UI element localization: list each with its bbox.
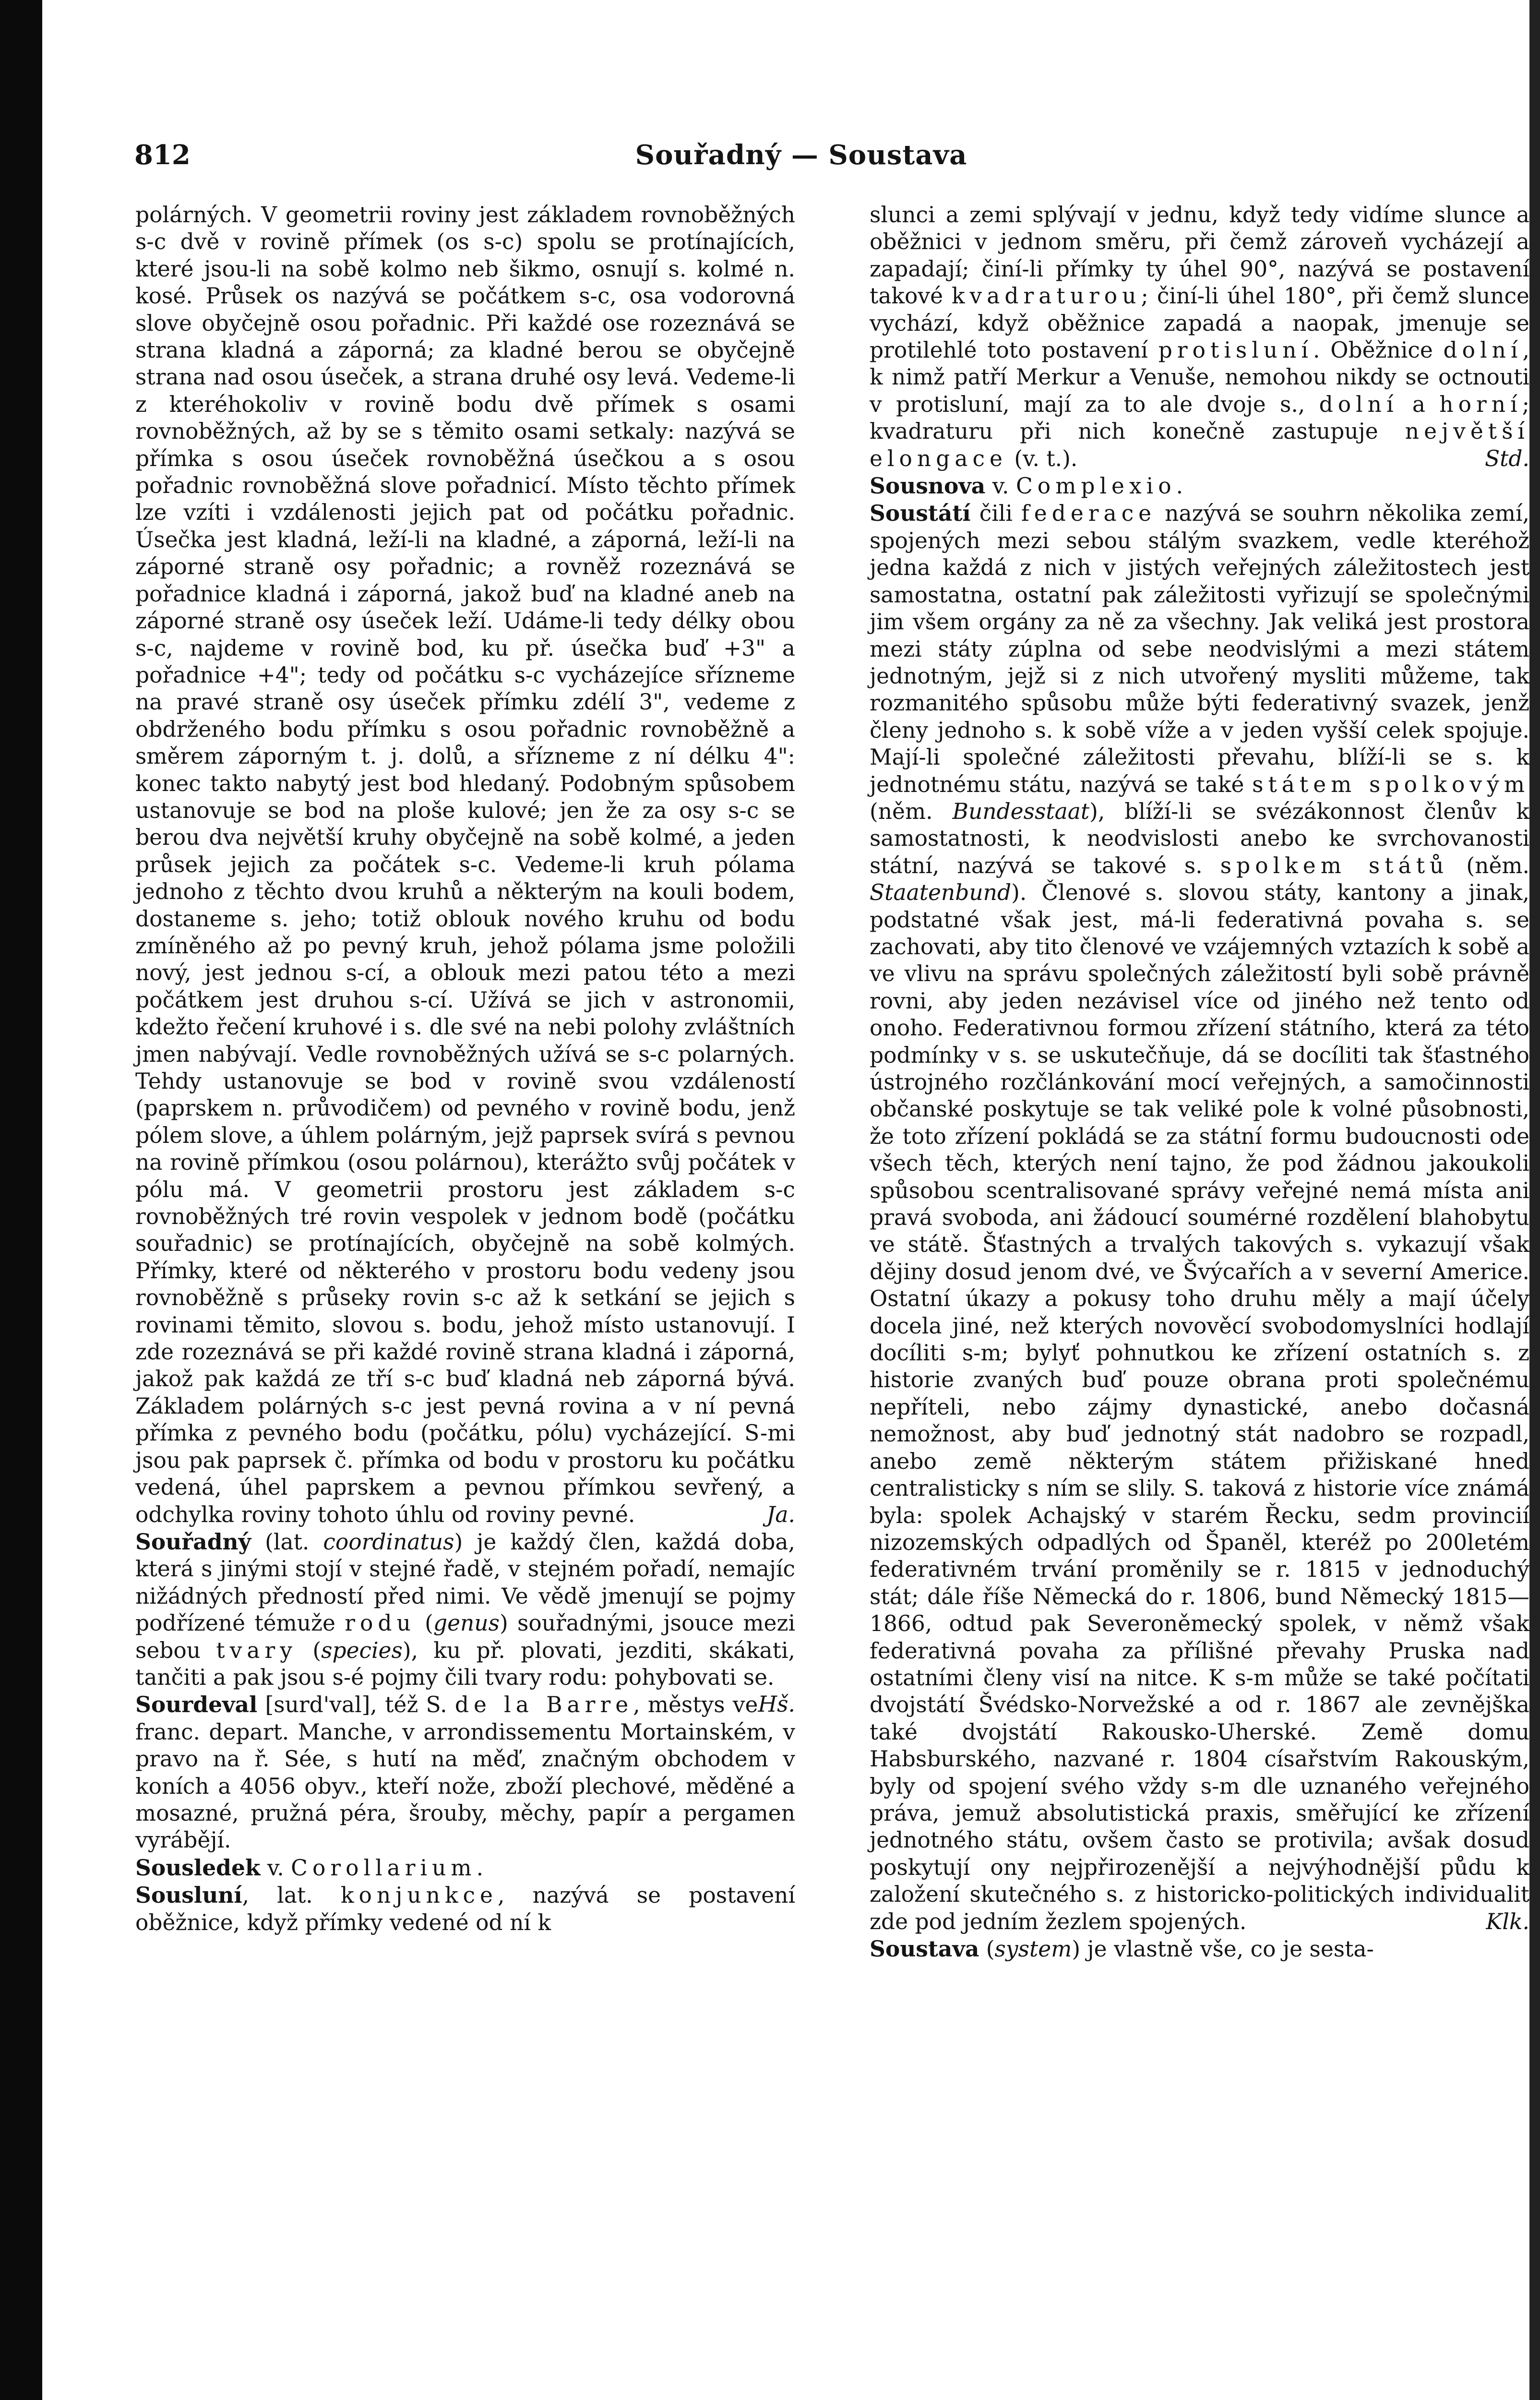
headword: Sousledek — [135, 1854, 261, 1881]
entry-text: , lat. — [242, 1883, 341, 1908]
latin-term: species — [321, 1637, 403, 1663]
entry-text: ; činí-li úhel 180°, při čemž slunce vychází, když oběžnice zapadá a naopak, jmenuje se protilehlé toto postavení — [870, 283, 1529, 363]
entry-text: (v. t.). — [1007, 445, 1078, 471]
headword: Soustava — [870, 1936, 979, 1962]
entry-sousnova — [870, 472, 1529, 500]
spaced-term: horní — [1439, 391, 1522, 417]
author-signature: Ja. — [766, 1501, 795, 1527]
spaced-term: největší elongace — [870, 419, 1529, 471]
latin-term: coordinatus — [323, 1529, 454, 1555]
german-term: Staatenbund — [870, 880, 1012, 906]
entry-text: ) je vlastně vše, co je sesta- — [1072, 1936, 1374, 1962]
right-column — [870, 202, 1529, 1963]
entry-text: v. — [260, 1855, 291, 1881]
entry-text: (něm. — [870, 798, 953, 824]
entry-text: čili — [970, 501, 1021, 527]
entry-text: nazývá se souhrn několika zemí, spojených mezi sebou stálým svazkem, vedle kteréhož jedna každá z nich v jistých veřejných záležitostech jest samostatna, ostatní pak záležitosti vyřizují se společnými jim všem orgány za ně za všechny. Jak veliká jest prostora mezi státy zúplna od sebe neodvislými a mezi státem jednotným, jejž si z nich utvořený mysliti můžeme, tak rozmanitého spůsobu může býti federativný svazek, jenž členy jednoho s. k sobě víže a v jeden vyšší celek spojuje. Mají-li společné záležitosti převahu, blíží-li se s. k jednotnému státu, nazývá se také — [870, 501, 1529, 797]
entry-text: ), ku př. plovati, jezditi, skákati, tančiti a pak jsou s-é pojmy čili tvary rodu: pohybovati se. — [135, 1637, 795, 1690]
entry-text: ( — [415, 1610, 433, 1636]
left-column — [135, 202, 795, 1936]
entry-text: (něm. — [1448, 852, 1529, 878]
author-signature: Klk. — [1486, 1908, 1529, 1934]
paragraph-text: polárných. V geometrii roviny jest základem rovnoběžných s-c dvě v rovině přímek (os s-c) spolu se protínajících, které jsou-li na sobě kolmo neb šikmo, osnují s. kolmé n. kosé. Průsek os nazývá se počátkem s-c, osa vodorovná slove obyčejně osou pořadnic. Při každé ose rozeznává se strana kladná a záporná; za kladné berou se obyčejně strana nad osou úseček, a strana druhé osy levá. Vedeme-li z kteréhokoliv v rovině bodu dvě přímek s osami rovnoběžných, až by se s těmito osami setkaly: nazývá se přímka s osou úseček rovnoběžná úsečkou a s osou pořadnic rovnoběžná slove pořadnicí. Místo těchto přímek lze vzíti i vzdálenosti jejich pat od počátku pořadnic. Úsečka jest kladná, leží-li na kladné, a záporná, leží-li na záporné straně osy pořadnic; a rovněž rozeznává se pořadnice kladná i záporná, jakož buď na kladné aneb na záporné straně osy úseček leží. Udáme-li tedy délky obou s-c, najdeme v rovině bod, ku př. úsečka buď +3" a pořadnice +4"; tedy od počátku s-c vycházejíce sřízneme na pravé straně osy úseček přímku zdélí 3", vedeme z obdrženého bodu přímku s osou pořadnic rovnoběžně a směrem záporným t. j. dolů, a sřízneme z ní délku 4": konec takto nabytý jest bod hledaný. Podobným spůsobem ustanovuje se bod na ploše kulové; jen že za osy s-c se berou dva největší kruhy obyčejně na sobě kolmé, a jeden průsek jejich za počátek s-c. Vedeme-li kruh pólama jednoho z těchto dvou kruhů a některým na kouli bodem, dostaneme s. jeho; totiž oblouk nového kruhu od bodu zmíněného až po pevný kruh, jehož pólama jsme položili nový, jest jednou s-cí, a oblouk mezi patou této a mezi počátkem jest druhou s-cí. Užívá se jich v astronomii, kdežto řečení kruhové i s. dle své na nebi polohy zvláštních jmen nabývají. Vedle rovnoběžných užívá se s-c polarných. Tehdy ustanovuje se bod v rovině svou vzdáleností (paprskem n. průvodičem) od pevného v rovině bodu, jenž pólem slove, a úhlem polárným, jejž paprsek svírá s pevnou na rovině přímkou (osou polárnou), kterážto svůj počátek v pólu má. V geometrii prostoru jest základem s-c rovnoběžných tré rovin vespolek v jednom bodě (počátku souřadnic) se protínajících, obyčejně na sobě kolmých. Přímky, které od některého v prostoru bodu vedeny jsou rovnoběžně s průseky rovin s-c až k setkání se jejich s rovinami těmito, slovou s. bodu, jehož místo ustanovují. I zde rozeznává se při každé rovině strana kladná i záporná, jakož pak každá ze tří s-c buď kladná neb záporná bývá. Základem polárných s-c jest pevná rovina a v ní pevná přímka z pevného bodu (počátku, pólu) vycházející. S-mi jsou pak paprsek č. přímka od bodu v prostoru ku počátku vedená, úhel paprskem a pevnou přímkou sevřený, a odchylka roviny tohoto úhlu od roviny pevné. — [135, 202, 795, 1527]
entry-text: . — [476, 1855, 484, 1881]
scan-border-right — [1529, 0, 1540, 2400]
headword: Souřadný — [135, 1528, 251, 1555]
headword: Sourdeval — [135, 1692, 258, 1718]
entry-sourdeval — [135, 1691, 795, 1854]
german-term: Bundesstaat — [952, 798, 1090, 824]
headword: Sousnova — [870, 473, 986, 499]
spaced-term: dolní — [1319, 391, 1398, 417]
entry-souradnice-continuation — [135, 202, 795, 1528]
entry-text: [surd'val], též S. — [257, 1692, 455, 1718]
entry-sousluni — [135, 1882, 795, 1936]
spaced-term: dolní — [1443, 337, 1523, 363]
spaced-term: státem spolkovým — [1252, 771, 1529, 797]
latin-term: system — [994, 1936, 1072, 1962]
entry-text: , nazývá se postavení oběžnice, když přímky vedené od ní k — [135, 1883, 795, 1935]
spaced-term: de la Barre — [454, 1692, 633, 1718]
entry-text: ). Členové s. slovou státy, kantony a jinak, podstatné však jest, má-li federativná povaha s. se zachovati, aby tito členové ve vzájemných vztazích k sobě a ve vlivu na správu společných záležitostí byli sobě právně rovni, aby jeden nezávisel více od jiného než tento od onoho. Federativnou formou zřízení státního, která za této podmínky v s. se uskutečňuje, dá se docíliti tak šťastného ústrojného rozčlánkování mocí veřejných, a samočinnosti občanské poskytuje se tak veliké pole k volné působnosti, že toto zřízení pokládá se za státní formu budoucnosti ode všech těch, kterých není tajno, že pod žádnou jakoukoli spůsobou scentralisované správy veřejné nemá místa ani pravá svoboda, ani žádoucí soumérné rozdělení blahobytu ve státě. Šťastných a trvalých takových s. vykazují však dějiny dosud jenom dvé, ve Švýcařích a v severní Americe. Ostatní úkazy a pokusy toho druhu měly a mají účely docela jiné, než kterých novověcí svobodomyslníci hodlají docíliti s-m; bylyť pohnutkou ke zřízení ostatních s. z historie zvaných buď pouze obrana proti společnému nepříteli, nebo zájmy dynastické, anebo dočasná nemožnost, aby buď jednotný stát nadobro se rozpadl, anebo země některým státem přižiskané hned centralisticky s ním se slily. S. taková z historie více známá byla: spolek Achajský v starém Řecku, sedm provincií nizozemských odpadlých od Španěl, kteréž po 200letém federativném trvání proměnily se r. 1815 v jednoduchý stát; dále říše Německá do r. 1806, bund Německý 1815—1866, odtud pak Severoněmecký spolek, v němž však federativná povaha za přílišné převahy Pruska nad ostatními členy visí na nitce. K s-m může se také počítati dvojstátí Švédsko-Norvežské a od r. 1867 ale zevnějška také dvojstátí Rakousko-Uherské. Země domu Habsburského, nazvané r. 1804 císařstvím Rakouským, byly od spojení svého vždy s-m dle uznaného veřejného práva, jemuž absolutistická praxis, směřující ke zřízení jednotného státu, ovšem často se protivila; avšak dosud poskytují ony nejpřirozenější a nejvýhodnější půdu k založení skutečného s. z historicko-politických individualit zde pod jedním žezlem spojených. — [870, 880, 1529, 1934]
author-signature: Std. — [1484, 445, 1529, 471]
headword: Sousluní — [135, 1882, 242, 1908]
entry-soustava — [870, 1935, 1529, 1963]
headword: Soustátí — [870, 500, 971, 527]
entry-text: (lat. — [265, 1529, 323, 1555]
entry-text: . — [1176, 473, 1183, 499]
entry-text: slunci a zemi splývají v jednu, když tedy vidíme slunce a oběžnici v jednom směru, při čemž zároveň vycházejí a zapadají; činí-li přímky ty úhel 90°, nazývá se postavení takové — [870, 202, 1529, 309]
entry-text: ) souřadnými, jsouce mezi sebou — [135, 1610, 795, 1663]
page-header — [134, 139, 1468, 178]
entry-text: ( — [979, 1936, 995, 1962]
spaced-term: federace — [1021, 501, 1157, 527]
spaced-term: kvadraturou — [951, 283, 1141, 309]
entry-text: , k nimž patří Merkur a Venuše, nemohou nikdy se octnouti v protisluní, mají za to ale dvoje s., — [870, 337, 1529, 417]
running-head: Souřadný — Soustava — [635, 139, 967, 171]
entry-sousluni-continuation — [870, 202, 1529, 472]
spaced-term: tvary — [216, 1637, 298, 1663]
spaced-term: rodu — [345, 1610, 416, 1636]
entry-text: v. — [985, 473, 1016, 499]
latin-term: genus — [433, 1610, 500, 1636]
entry-text: a — [1398, 391, 1440, 417]
entry-text: ; kvadraturu při nich konečně zastupuje — [870, 391, 1529, 444]
spaced-term: konjunkce — [340, 1883, 498, 1908]
entry-soustati — [870, 500, 1529, 1935]
cross-reference: Complexio — [1015, 473, 1176, 499]
entry-text: ), blíží-li se svézákonnost členův k samostatnosti, k neodvislosti anebo ke svrchovanosti státní, nazývá se takové s. — [870, 798, 1529, 878]
spaced-term: protisluní — [1158, 337, 1313, 363]
spaced-term: spolkem států — [1220, 852, 1449, 878]
cross-reference: Corollarium — [291, 1855, 477, 1881]
entry-text: , městys ve franc. depart. Manche, v arrondissementu Mortainském, v pravo na ř. Sée, s hutí na měď, značným obchodem v koních a 4056 obyv., kteří nože, zboží plechové, měděné a mosazné, pružná péra, šrouby, měchy, papír a pergamen vyrábějí. — [135, 1692, 795, 1853]
author-signature: Hš. — [758, 1692, 795, 1717]
entry-text: ) je každý člen, každá doba, která s jinými stojí v stejné řadě, v stejném pořadí, nemajíc nižádných předností před nimi. Ve vědě jmenují se pojmy podřízené témuže — [135, 1529, 795, 1636]
scan-border-left — [0, 0, 42, 2400]
page-number: 812 — [134, 139, 191, 171]
entry-text: . Oběžnice — [1313, 337, 1444, 363]
entry-text: ( — [297, 1637, 322, 1663]
entry-sousledek — [135, 1854, 795, 1882]
